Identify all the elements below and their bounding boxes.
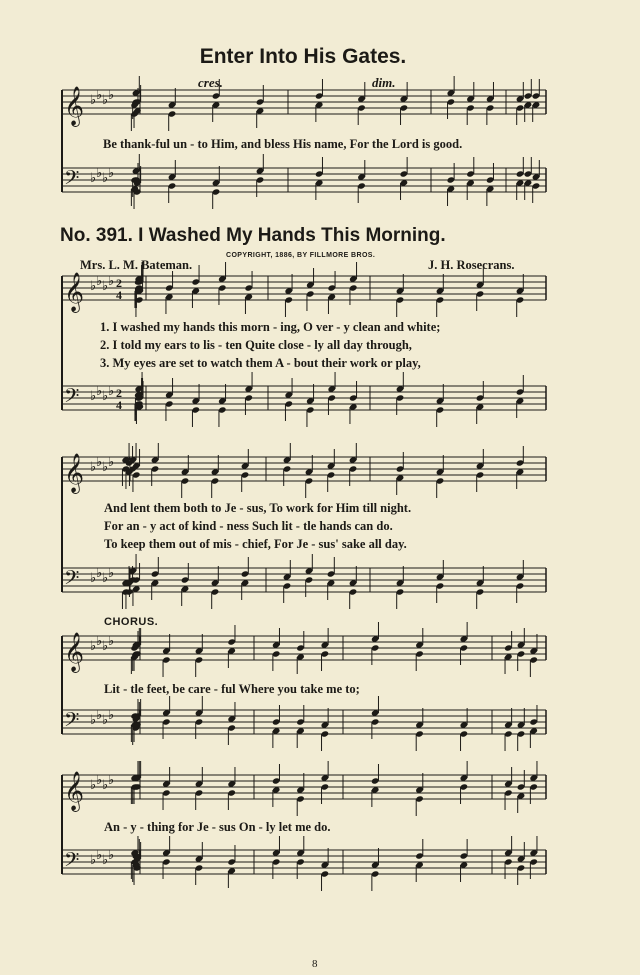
treble-clef-icon: 𝄞 [64, 453, 85, 493]
flat-icon: ♭ [102, 171, 109, 186]
verse3-line1: 3. My eyes are set to watch them A - bout their work or play, [100, 356, 421, 370]
flat-icon: ♭ [108, 274, 115, 289]
verse3-line2: To keep them out of mis - chief, For Je - sus' sake all day. [104, 537, 407, 551]
flat-icon: ♭ [108, 566, 115, 581]
flat-icon: ♭ [102, 389, 109, 404]
flat-icon: ♭ [108, 455, 115, 470]
flat-icon: ♭ [96, 455, 103, 470]
flat-icon: ♭ [108, 773, 115, 788]
flat-icon: ♭ [102, 778, 109, 793]
verse1-line2: And lent them both to Je - sus, To work for Him till night. [104, 501, 412, 515]
flat-icon: ♭ [90, 279, 97, 294]
bass-clef-icon: 𝄢 [64, 848, 80, 876]
bass-clef-icon: 𝄢 [64, 708, 80, 736]
time-signature: 2 [116, 386, 122, 400]
treble-clef-icon: 𝄞 [64, 771, 85, 811]
treble-clef-icon: 𝄞 [64, 86, 85, 126]
flat-icon: ♭ [102, 639, 109, 654]
flat-icon: ♭ [96, 166, 103, 181]
flat-icon: ♭ [90, 713, 97, 728]
flat-icon: ♭ [102, 279, 109, 294]
flat-icon: ♭ [108, 634, 115, 649]
flat-icon: ♭ [90, 639, 97, 654]
page-marker: 8 [312, 958, 318, 970]
dynamic-dim: dim. [372, 75, 396, 90]
flat-icon: ♭ [102, 853, 109, 868]
flat-icon: ♭ [102, 93, 109, 108]
flat-icon: ♭ [96, 566, 103, 581]
flat-icon: ♭ [102, 571, 109, 586]
flat-icon: ♭ [96, 773, 103, 788]
dynamic-cres: cres. [198, 75, 223, 90]
flat-icon: ♭ [102, 713, 109, 728]
flat-icon: ♭ [90, 571, 97, 586]
treble-clef-icon: 𝄞 [64, 632, 85, 672]
flat-icon: ♭ [90, 853, 97, 868]
time-signature: 2 [116, 276, 122, 290]
flat-icon: ♭ [108, 848, 115, 863]
bass-clef-icon: 𝄢 [64, 384, 80, 412]
verse2-line2: For an - y act of kind - ness Such lit - tle hands can do. [104, 519, 393, 533]
flat-icon: ♭ [108, 384, 115, 399]
verse2-line1: 2. I told my ears to lis - ten Quite close - ly all day through, [100, 338, 412, 352]
time-signature: 4 [116, 288, 122, 302]
verse1-line1: 1. I washed my hands this morn - ing, O ver - y clean and white; [100, 320, 441, 334]
flat-icon: ♭ [90, 778, 97, 793]
flat-icon: ♭ [96, 88, 103, 103]
flat-icon: ♭ [108, 88, 115, 103]
flat-icon: ♭ [90, 460, 97, 475]
flat-icon: ♭ [102, 460, 109, 475]
chorus-line1: Lit - tle feet, be care - ful Where you take me to; [104, 682, 360, 696]
copyright-notice: COPYRIGHT, 1886, BY FILLMORE BROS. [226, 252, 376, 259]
flat-icon: ♭ [96, 384, 103, 399]
flat-icon: ♭ [96, 634, 103, 649]
top-hymn-title: Enter Into His Gates. [199, 45, 407, 68]
flat-icon: ♭ [108, 708, 115, 723]
bass-clef-icon: 𝄢 [64, 566, 80, 594]
flat-icon: ♭ [96, 848, 103, 863]
chorus-label: CHORUS. [104, 616, 159, 628]
treble-clef-icon: 𝄞 [64, 272, 85, 312]
chorus-line2: An - y - thing for Je - sus On - ly let me do. [104, 820, 331, 834]
composer-credit: J. H. Rosecrans. [428, 258, 515, 272]
lyricist-credit: Mrs. L. M. Bateman. [80, 258, 193, 272]
hymn-title: No. 391. I Washed My Hands This Morning. [60, 225, 446, 246]
flat-icon: ♭ [96, 274, 103, 289]
flat-icon: ♭ [96, 708, 103, 723]
time-signature: 4 [116, 398, 122, 412]
flat-icon: ♭ [90, 389, 97, 404]
top-hymn-lyric: Be thank-ful un - to Him, and bless His name, For the Lord is good. [103, 137, 463, 151]
flat-icon: ♭ [90, 93, 97, 108]
flat-icon: ♭ [108, 166, 115, 181]
flat-icon: ♭ [90, 171, 97, 186]
bass-clef-icon: 𝄢 [64, 166, 80, 194]
